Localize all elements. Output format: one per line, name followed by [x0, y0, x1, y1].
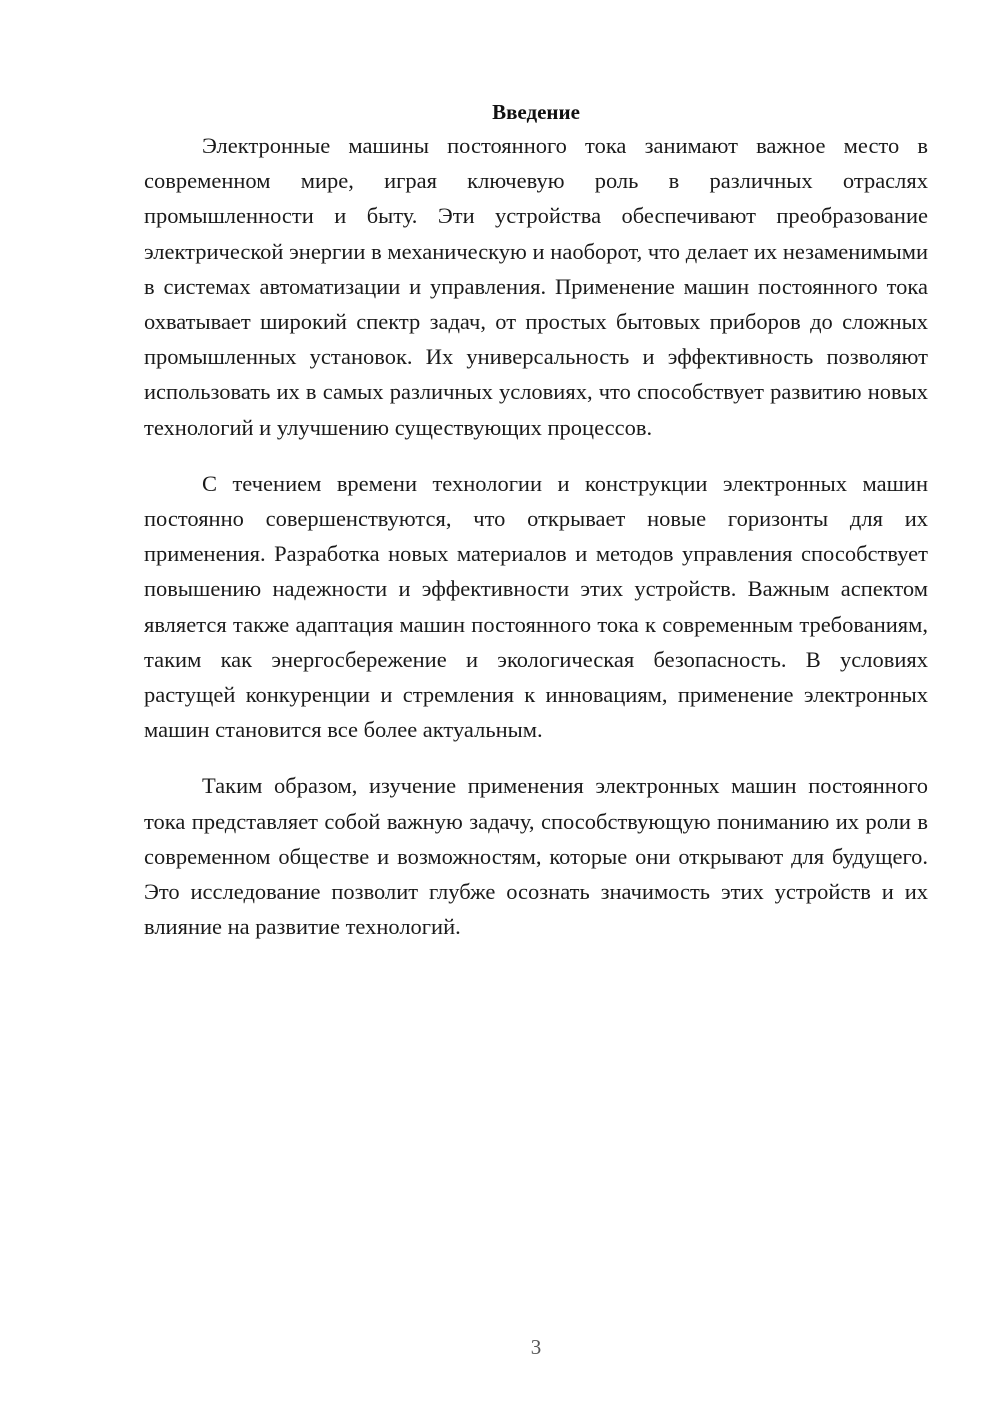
page-content	[144, 96, 928, 965]
paragraph-1: Электронные машины постоянного тока занимают важное место в современном мире, играя ключевую роль в различных отраслях промышленности и быту. Эти устройства обеспечивают преобразование электрической энергии в механическую и наоборот, что делает их незаменимыми в системах автоматизации и управления. Применение машин постоянного тока охватывает широкий спектр задач, от простых бытовых приборов до сложных промышленных установок. Их универсальность и эффективность позволяют использовать их в самых различных условиях, что способствует развитию новых технологий и улучшению существующих процессов.	[144, 133, 928, 440]
section-title: Введение	[492, 100, 580, 124]
page-number: 3	[530, 1335, 542, 1359]
paragraph-3: Таким образом, изучение применения электронных машин постоянного тока представляет собой важную задачу, способствующую пониманию их роли в современном обществе и возможностям, которые они открывают для будущего. Это исследование позволит глубже осознать значимость этих устройств и их влияние на развитие технологий.	[144, 773, 928, 940]
paragraph-2: С течением времени технологии и конструкции электронных машин постоянно совершенствуются, что открывает новые горизонты для их применения. Разработка новых материалов и методов управления способствует повышению надежности и эффективности этих устройств. Важным аспектом является также адаптация машин постоянного тока к современным требованиям, таким как энергосбережение и экологическая безопасность. В условиях растущей конкуренции и стремления к инновациям, применение электронных машин становится все более актуальным.	[144, 470, 928, 743]
